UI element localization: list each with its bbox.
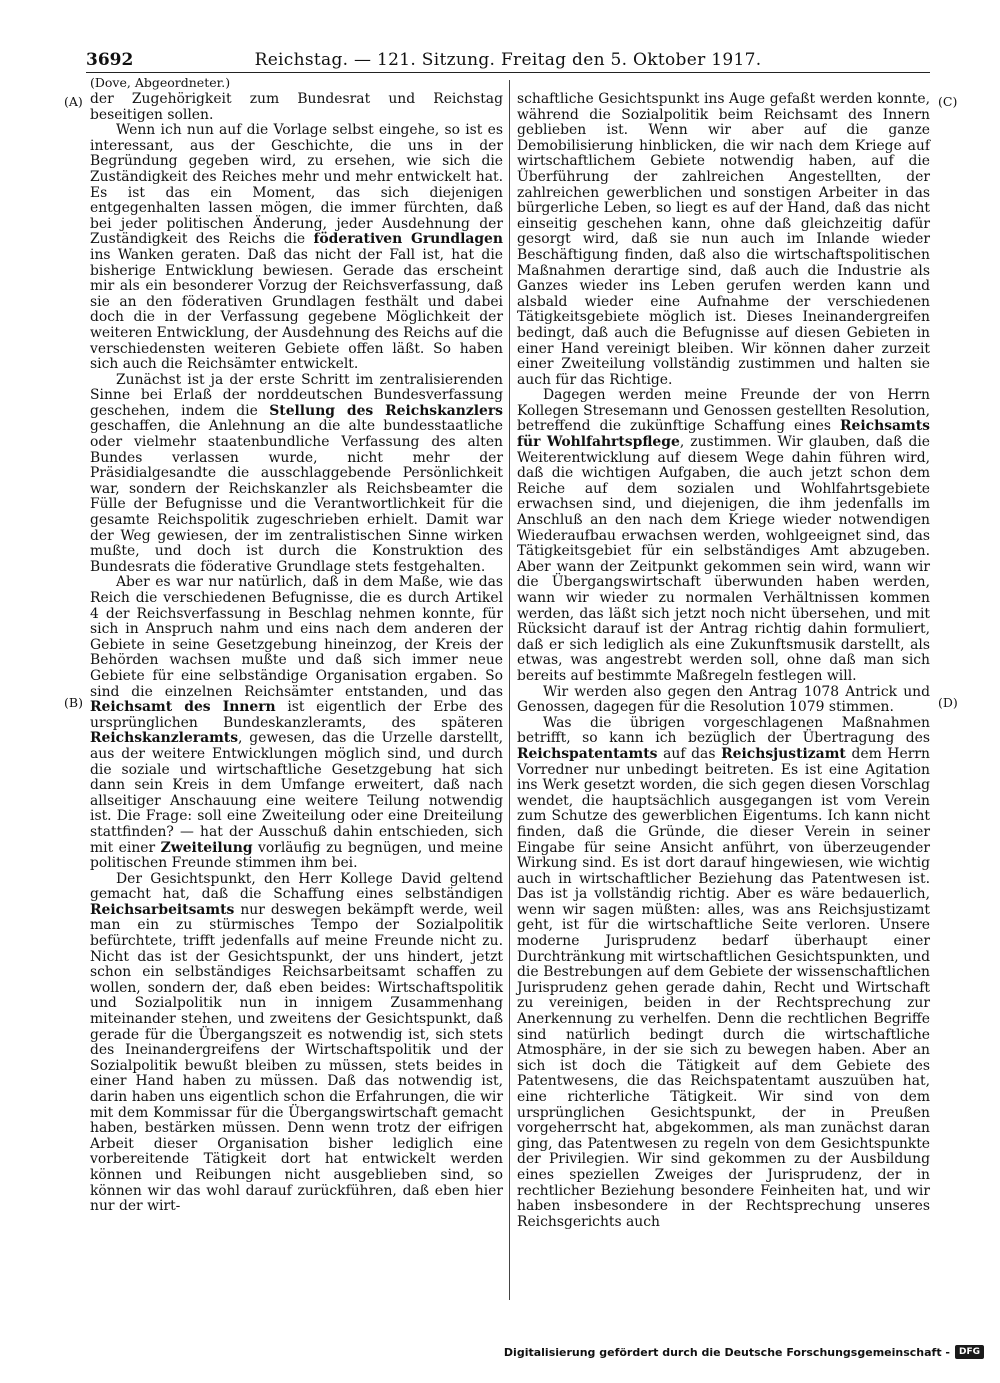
margin-marker-d: (D) [938,695,958,710]
margin-marker-a: (A) [64,94,83,109]
dfg-logo: DFG [955,1345,984,1359]
running-head: Reichstag. — 121. Sitzung. Freitag den 5. Oktober 1917. [254,50,762,70]
footer-credit [504,1345,984,1359]
speaker-label: (Dove, Abgeordneter.) [90,75,231,90]
paragraph: Wenn ich nun auf die Vorlage selbst eingehe, so ist es interessant, aus der Geschichte, die uns in der Begründung gegeben wird, zu ersehen, wie sich die Zuständigkeit des Reiches mehr und mehr entwickelt hat. Es ist das ein Moment, das sich diejenigen entgegenhalten lassen mögen, die immer fürchten, daß bei jeder politischen Änderung, jeder Ausdehnung der Zuständigkeit des Reichs die föderativen Grundlagen ins Wanken geraten. Daß das nicht der Fall ist, hat die bisherige Entwicklung bewiesen. Gerade das erscheint mir als ein besonderer Vorzug der Reichsverfassung, daß sie an den föderativen Grundlagen festhält und dabei doch die in der Verfassung gegebene Möglichkeit der weiteren Entwicklung, der Ausdehnung des Reichs auf die verschiedensten weiteren Gebiete offen läßt. So haben sich auch die Reichsämter entwickelt. [90,122,503,373]
right-column [517,92,930,1230]
margin-marker-c: (C) [938,94,958,109]
paragraph: der Zugehörigkeit zum Bundesrat und Reichstag beseitigen sollen. [90,91,503,123]
column-divider [509,80,510,1300]
paragraph: Wir werden also gegen den Antrag 1078 Antrick und Genossen, dagegen für die Resolution 1079 stimmen. [517,683,930,716]
left-column [90,92,503,1215]
paragraph: Der Gesichtspunkt, den Herr Kollege David geltend gemacht hat, daß die Schaffung eines selbständigen Reichsarbeitsamts nur deswegen bekämpft werde, weil man ein zu stürmisches Tempo der Sozialpolitik befürchtete, trifft jedenfalls auf meine Freunde nicht zu. Nicht das ist der Gesichtspunkt, der uns hindert, jetzt schon ein selbständiges Reichsarbeitsamt schaffen zu wollen, sondern der, daß eben beides: Wirtschaftspolitik und Sozialpolitik nun in innigem Zusammenhang miteinander stehen, und zweitens der Gesichtspunkt, daß gerade für die Übergangszeit es notwendig ist, sich stets des Ineinandergreifens der Wirtschaftspolitik und der Sozialpolitik bewußt bleiben zu müssen, stets beides in einer Hand haben zu müssen. Daß das notwendig ist, darin haben uns eigentlich schon die Erfahrungen, die wir mit dem Kommissar für die Übergangswirtschaft gemacht haben, bestärken müssen. Denn wenn trotz der eifrigen Arbeit dieser Organisation bisher lediglich eine vorbereitende Tätigkeit dort hat entwickelt werden können und Reibungen nicht ausgeblieben sind, so können wir das wohl darauf zurückführen, daß eben hier nur der wirt- [90,870,503,1215]
page-header [86,50,930,73]
margin-marker-b: (B) [64,695,83,710]
paragraph: Aber es war nur natürlich, daß in dem Maße, wie das Reich die verschiedenen Befugnisse, die es durch Artikel 4 der Reichsverfassung in Beschlag nehmen konnte, für sich in Anspruch nahm und eins nach dem anderen der Gebiete in seine Gesetzgebung hineinzog, der Kreis der Behörden wachsen mußte und daß sich immer neue Gebiete für eine selbständige Organisation ergaben. So sind die einzelnen Reichsämter entstanden, und das Reichsamt des Innern ist eigentlich der Erbe des ursprünglichen Bundeskanzleramts, des späteren Reichskanzleramts, gewesen, das die Urzelle darstellt, aus der weitere Entwicklungen möglich sind, und durch die soziale und wirtschaftliche Gesetzgebung hat sich dann sein Kreis in dem Umfange erweitert, daß nach allseitiger Anschauung eine weitere Teilung notwendig ist. Die Frage: soll eine Zweiteilung oder eine Dreiteilung stattfinden? — hat der Ausschuß dahin entschieden, sich mit einer Zweiteilung vorläufig zu begnügen, und meine politischen Freunde stimmen ihm bei. [90,574,503,872]
page-number: 3692 [86,50,134,70]
paragraph: Was die übrigen vorgeschlagenen Maßnahmen betrifft, so kann ich bezüglich der Übertragung des Reichspatentamts auf das Reichsjustizamt dem Herrn Vorredner nur unbedingt beitreten. Es ist eine Agitation ins Werk gesetzt worden, die sich gegen diesen Vorschlag wendet, die hauptsächlich ausgegangen ist vom Verein zum Schutze des gewerblichen Eigentums. Ich kann nicht finden, daß die Gründe, die dieser Verein in seiner Eingabe für seine Ansicht anführt, von überzeugender Wirkung sind. Es ist dort darauf hingewiesen, wie wichtig auch in wirtschaftlicher Beziehung das Patentwesen ist. Das ist ja vollständig richtig. Aber es wäre bedauerlich, wenn wir sagen müßten: alles, was ans Reichsjustizamt geht, ist für die wirtschaftliche Seite verloren. Unsere moderne Jurisprudenz bedarf überhaupt einer Durchtränkung mit wirtschaftlichen Gesichtspunkten, und die Bestrebungen auf dem Gebiete der wissenschaftlichen Jurisprudenz gehen gerade dahin, Recht und Wirtschaft zu vereinigen, beiden in der Rechtsprechung zur Anerkennung zu verhelfen. Denn die rechtlichen Begriffe sind natürlich bedingt durch die wirtschaftliche Atmosphäre, in der sie sich zu bewegen haben. Aber an sich ist doch die Tätigkeit auf dem Gebiete des Patentwesens, die das Reichspatentamt auszuüben hat, eine richterliche Tätigkeit. Wir sind von dem ursprünglichen Gesichtspunkt, der in Preußen vorgeherrscht hat, abgekommen, als man zunächst daran ging, das Patentwesen zu regeln von dem Gesichtspunkte der Privilegien. Wir sind gekommen zu der Ausbildung eines speziellen Zweiges der Jurisprudenz, der in rechtlicher Beziehung besondere Feinheiten hat, und wir haben insbesondere in der Rechtsprechung unseres Reichsgerichts auch [517,714,930,1230]
footer-credit-text: Digitalisierung gefördert durch die Deutsche Forschungsgemeinschaft - [503,1345,950,1359]
paragraph: Dagegen werden meine Freunde der von Herrn Kollegen Stresemann und Genossen gestellten Resolution, betreffend die zukünftige Schaffung eines Reichsamts für Wohlfahrtspflege, zustimmen. Wir glauben, daß die Weiterentwicklung auf diesem Wege dahin führen wird, daß die wichtigen Aufgaben, die auch jetzt schon dem Reiche auf dem sozialen und Wohlfahrtsgebiete erwachsen sind, und diejenigen, die ihm jedenfalls im Anschluß an den nach dem Kriege wieder notwendigen Wiederaufbau erwachsen werden, wohlgeeignet sind, das Tätigkeitsgebiet für ein selbständiges Amt abzugeben. Aber wann der Zeitpunkt gekommen sein wird, wann wir die Übergangswirtschaft überwunden haben werden, wann wir wieder zu normalen Verhältnissen kommen werden, das läßt sich jetzt noch nicht übersehen, und mit Rücksicht darauf ist der Antrag richtig dahin formuliert, daß er sich lediglich als eine Zukunftsmusik darstellt, als etwas, was angestrebt werden soll, ohne daß man sich bereits auf bestimmte Maßregeln festlegen will. [517,387,930,684]
paragraph: Zunächst ist ja der erste Schritt im zentralisierenden Sinne bei Erlaß der norddeutschen Bundesverfassung geschehen, indem die Stellung des Reichskanzlers geschaffen, die Anlehnung an die alte bundesstaatliche oder vielmehr staatenbundliche Verfassung des alten Bundes verlassen wurde, nicht mehr der Präsidialgesandte die ausschlaggebende Persönlichkeit war, sondern der Reichskanzler als Reichsbeamter die Fülle der Befugnisse und die Verantwortlichkeit für die gesamte Reichspolitik zugeschrieben erhielt. Damit war der Weg gewiesen, der im zentralistischen Sinne wirken mußte, und doch ist durch die Konstruktion des Bundesrats die föderative Grundlage stets festgehalten. [90,371,503,575]
paragraph: schaftliche Gesichtspunkt ins Auge gefaßt werden konnte, während die Sozialpolitik beim Reichsamt des Innern geblieben ist. Wenn wir aber auf die ganze Demobilisierung hinblicken, die wir nach dem Kriege auf wirtschaftlichem Gebiete notwendig haben, auf die Überführung der zahlreichen Angestellten, der zahlreichen gewerblichen und sonstigen Arbeiter in das bürgerliche Leben, so liegt es auf der Hand, daß das nicht einseitig geschehen kann, ohne daß gleichzeitig dafür gesorgt wird, daß sie nun auch im Inlande wieder Beschäftigung finden, daß also die wirtschaftspolitischen Maßnahmen derartige sind, daß auch die Industrie als Ganzes wieder ins Leben gerufen werden kann und alsbald wieder eine Aufnahme der verschiedenen Tätigkeitsgebiete möglich ist. Dieses Ineinandergreifen bedingt, daß auch die Befugnisse auf diesen Gebieten in einer Hand vereinigt bleiben. Wir können daher zurzeit einer Zweiteilung vollständig zustimmen und halten sie auch für das Richtige. [517,91,930,388]
